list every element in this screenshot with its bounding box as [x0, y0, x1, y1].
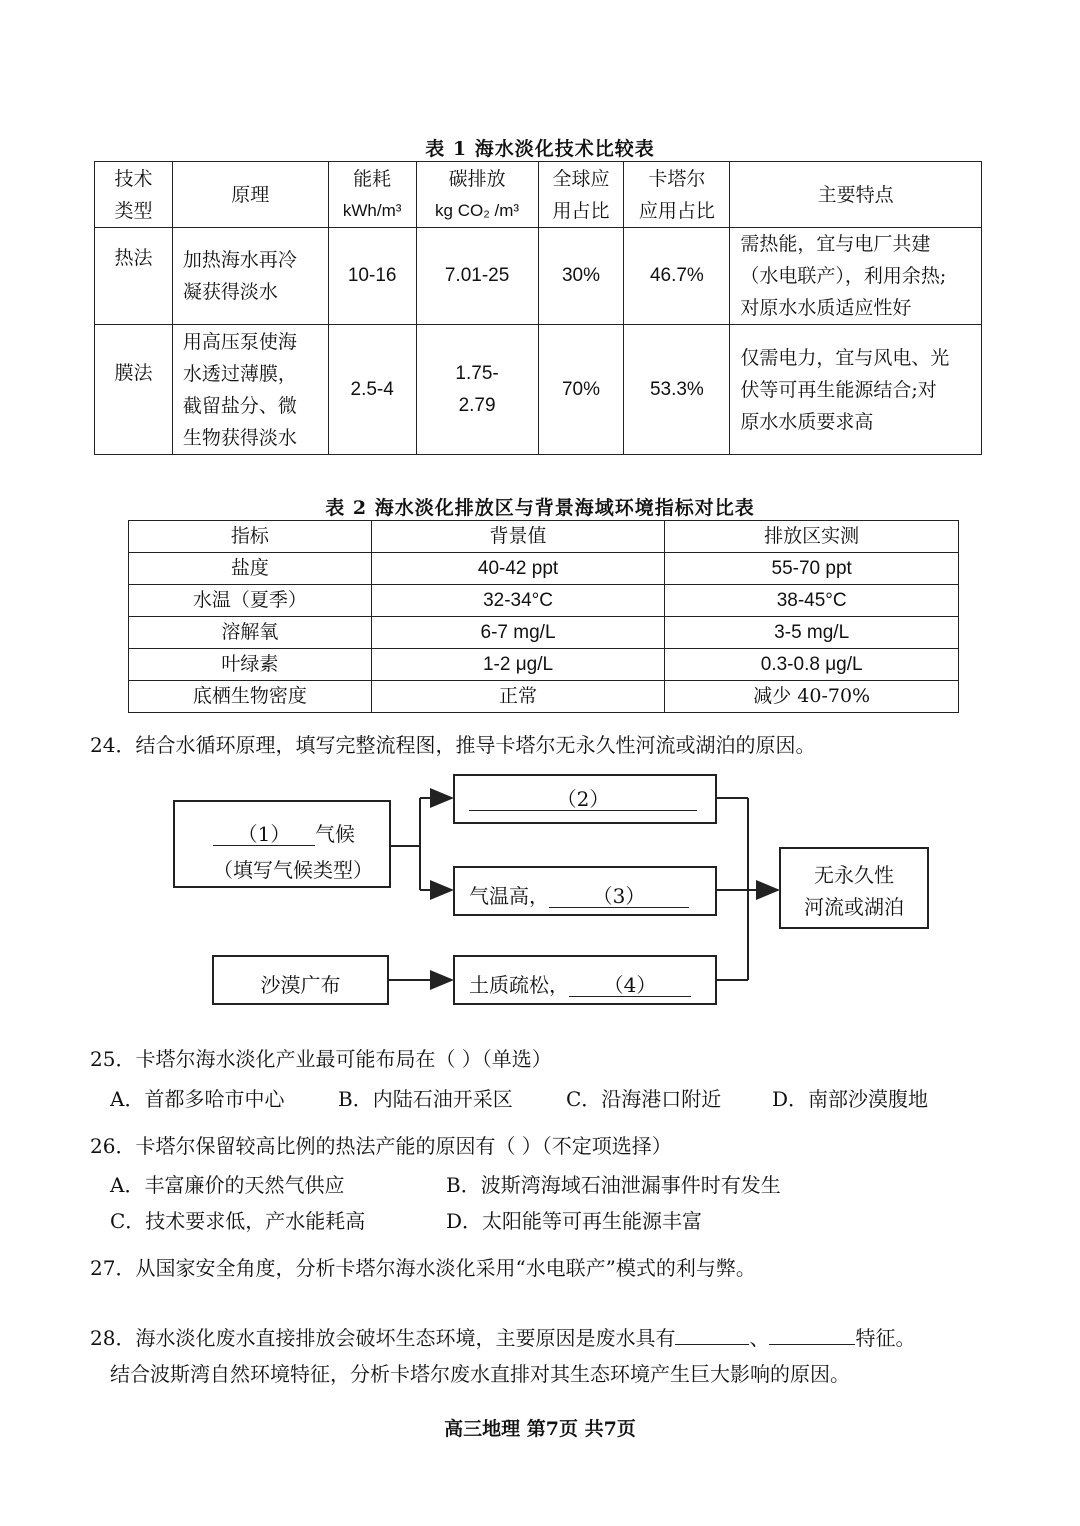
q26-option-a[interactable]: A．丰富廉价的天然气供应	[110, 1173, 345, 1197]
header-global-share: 全球应 用占比	[538, 162, 624, 228]
question-28	[90, 1324, 915, 1352]
cell-features: 需热能，宜与电厂共建 （水电联产），利用余热; 对原水水质适应性好	[730, 228, 982, 325]
result-box	[779, 847, 929, 929]
cell-energy: 2.5-4	[328, 325, 416, 455]
question-27: 27．从国家安全角度，分析卡塔尔海水淡化采用“水电联产”模式的利与弊。	[90, 1256, 756, 1280]
cell-indicator: 溶解氧	[129, 617, 372, 649]
q26-option-c[interactable]: C．技术要求低，产水能耗高	[110, 1209, 366, 1233]
result-line-2: 河流或湖泊	[804, 895, 904, 919]
cell-indicator: 底栖生物密度	[129, 681, 372, 713]
q25-option-a[interactable]: A．首都多哈市中心	[110, 1087, 285, 1111]
q25-option-d[interactable]: D．南部沙漠腹地	[772, 1087, 929, 1111]
climate-suffix: 气候	[315, 822, 355, 846]
question-24: 24．结合水循环原理，填写完整流程图，推导卡塔尔无永久性河流或湖泊的原因。	[90, 733, 816, 757]
header-carbon: 碳排放 kg CO₂ /m³	[416, 162, 538, 228]
cell-carbon: 7.01-25	[416, 228, 538, 325]
header-indicator: 指标	[129, 521, 372, 553]
question-26: 26．卡塔尔保留较高比例的热法产能的原因有（ ）（不定项选择）	[90, 1134, 672, 1158]
cell-background: 40-42 ppt	[371, 553, 665, 585]
cell-discharge: 38-45°C	[665, 585, 959, 617]
blank-4[interactable]: （4）	[569, 974, 691, 997]
q28-sep: 、	[749, 1326, 770, 1350]
header-qatar-share: 卡塔尔 应用占比	[624, 162, 730, 228]
result-line-1: 无永久性	[814, 863, 894, 887]
cell-energy: 10-16	[328, 228, 416, 325]
box3-prefix: 气温高，	[469, 884, 549, 908]
page-footer: 高三地理 第7页 共7页	[444, 1418, 636, 1440]
blank-2[interactable]: （2）	[469, 788, 697, 811]
q25-option-c[interactable]: C．沿海港口附近	[566, 1087, 722, 1111]
q26-option-d[interactable]: D．太阳能等可再生能源丰富	[446, 1209, 703, 1233]
box-3	[453, 866, 717, 916]
header-type: 技术 类型	[95, 162, 173, 228]
cell-discharge: 减少 40-70%	[665, 681, 959, 713]
header-energy: 能耗 kWh/m³	[328, 162, 416, 228]
blank-1[interactable]: （1）	[213, 823, 315, 846]
cell-indicator: 盐度	[129, 553, 372, 585]
header-principle: 原理	[172, 162, 328, 228]
cell-discharge: 55-70 ppt	[665, 553, 959, 585]
header-features: 主要特点	[730, 162, 982, 228]
cell-carbon: 1.75- 2.79	[416, 325, 538, 455]
cell-indicator: 水温（夏季）	[129, 585, 372, 617]
cell-qatar-share: 53.3%	[624, 325, 730, 455]
cell-qatar-share: 46.7%	[624, 228, 730, 325]
cell-indicator: 叶绿素	[129, 649, 372, 681]
cell-background: 32-34°C	[371, 585, 665, 617]
climate-hint: （填写气候类型）	[213, 858, 373, 882]
q25-option-b[interactable]: B．内陆石油开采区	[338, 1087, 513, 1111]
header-discharge: 排放区实测	[665, 521, 959, 553]
header-background: 背景值	[371, 521, 665, 553]
cell-global-share: 70%	[538, 325, 624, 455]
cell-type: 热法	[95, 228, 173, 325]
desert-label: 沙漠广布	[260, 973, 341, 997]
q28-blank-2[interactable]	[769, 1344, 855, 1345]
q28-blank-1[interactable]	[675, 1344, 749, 1345]
cell-principle: 加热海水再冷 凝获得淡水	[172, 228, 328, 325]
cell-features: 仅需电力，宜与风电、光 伏等可再生能源结合;对 原水水质要求高	[730, 325, 982, 455]
q28-text-b: 特征。	[855, 1326, 916, 1350]
box-2	[453, 774, 717, 824]
cell-global-share: 30%	[538, 228, 624, 325]
question-28-line2: 结合波斯湾自然环境特征，分析卡塔尔废水直排对其生态环境产生巨大影响的原因。	[110, 1362, 850, 1386]
cell-background: 1-2 μg/L	[371, 649, 665, 681]
question-25: 25．卡塔尔海水淡化产业最可能布局在（ ）（单选）	[90, 1047, 552, 1071]
box-4	[453, 955, 717, 1005]
table1-caption: 表 1 海水淡化技术比较表	[425, 138, 655, 160]
desert-box	[212, 955, 389, 1005]
cell-discharge: 0.3-0.8 μg/L	[665, 649, 959, 681]
table2-caption: 表 2 海水淡化排放区与背景海域环境指标对比表	[325, 497, 755, 519]
cell-principle: 用高压泵使海 水透过薄膜， 截留盐分、微 生物获得淡水	[172, 325, 328, 455]
cell-background: 正常	[371, 681, 665, 713]
cell-type: 膜法	[95, 325, 173, 455]
q26-option-b[interactable]: B．波斯湾海域石油泄漏事件时有发生	[446, 1173, 781, 1197]
cell-discharge: 3-5 mg/L	[665, 617, 959, 649]
box4-prefix: 土质疏松，	[469, 973, 569, 997]
q28-text-a: 28．海水淡化废水直接排放会破坏生态环境，主要原因是废水具有	[90, 1326, 676, 1350]
cell-background: 6-7 mg/L	[371, 617, 665, 649]
blank-3[interactable]: （3）	[549, 885, 689, 908]
climate-box	[173, 800, 391, 888]
